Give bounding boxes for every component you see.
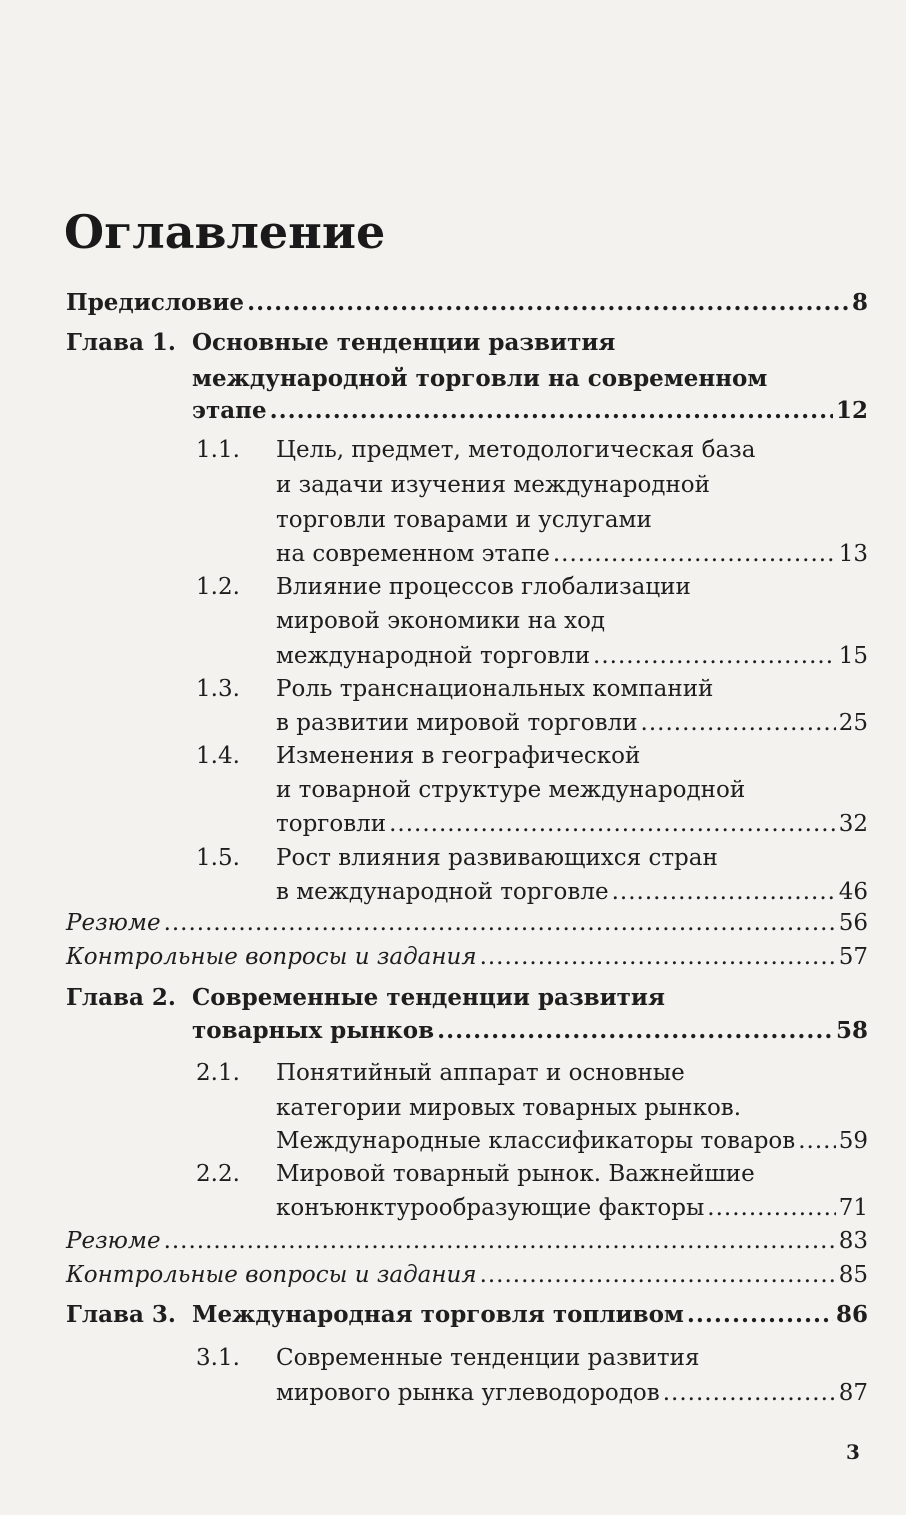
leader-dots — [663, 1376, 836, 1410]
section-title-line[interactable]: Роль транснациональных компаний — [276, 676, 714, 702]
toc-entry-label: конъюнктурообразующие факторы — [276, 1195, 705, 1221]
leader-dots — [707, 1191, 835, 1225]
toc-entry-label: Резюме — [66, 910, 161, 936]
leader-dots — [593, 639, 836, 673]
section-number: 1.3. — [196, 676, 240, 702]
toc-entry-section-1-3[interactable] — [276, 706, 868, 740]
toc-entry-section-1-2[interactable] — [276, 639, 868, 673]
section-title-line[interactable]: торговли товарами и услугами — [276, 507, 652, 533]
toc-entry-label: Контрольные вопросы и задания — [66, 1262, 477, 1288]
toc-entry-page: 71 — [838, 1195, 868, 1221]
section-number: 3.1. — [196, 1345, 240, 1371]
section-title-line[interactable]: и товарной структуре международной — [276, 777, 746, 803]
chapter-number: Глава 1. — [66, 329, 176, 356]
leader-dots — [270, 394, 833, 428]
toc-entry-questions-2[interactable] — [66, 1258, 868, 1292]
chapter-number: Глава 2. — [66, 984, 176, 1011]
toc-entry-page: 86 — [835, 1301, 868, 1328]
toc-entry-page: 13 — [838, 541, 868, 567]
section-number: 1.1. — [196, 437, 240, 463]
toc-entry-section-2-1[interactable] — [276, 1124, 868, 1158]
toc-entry-page: 46 — [838, 879, 868, 905]
toc-entry-label: товарных рынков — [192, 1017, 435, 1044]
toc-entry-page: 8 — [851, 289, 868, 316]
toc-entry-page: 58 — [835, 1017, 868, 1044]
section-title-line[interactable]: Влияние процессов глобализации — [276, 574, 691, 600]
toc-entry-section-1-4[interactable] — [276, 807, 868, 841]
leader-dots — [480, 940, 836, 974]
section-number: 2.1. — [196, 1060, 240, 1086]
toc-entry-page: 83 — [838, 1228, 868, 1254]
page-number: 3 — [846, 1440, 860, 1464]
chapter-number: Глава 3. — [66, 1301, 176, 1328]
leader-dots — [480, 1258, 836, 1292]
section-number: 1.4. — [196, 743, 240, 769]
leader-dots — [164, 906, 836, 940]
section-title-line[interactable]: Понятийный аппарат и основные — [276, 1060, 685, 1086]
toc-entry-chapter-2[interactable] — [192, 1014, 868, 1048]
toc-entry-label: этапе — [192, 397, 267, 424]
toc-entry-resume-1[interactable] — [66, 906, 868, 940]
show-through — [180, 46, 188, 74]
leader-dots — [389, 807, 836, 841]
toc-entry-label: Контрольные вопросы и задания — [66, 944, 477, 970]
leader-dots — [687, 1298, 833, 1332]
leader-dots — [641, 706, 836, 740]
toc-entry-label: в развитии мировой торговли — [276, 710, 638, 736]
toc-entry-page: 25 — [838, 710, 868, 736]
toc-entry-page: 59 — [838, 1128, 868, 1154]
toc-entry-label: Предисловие — [66, 289, 245, 316]
toc-entry-page: 57 — [838, 944, 868, 970]
toc-entry-page: 85 — [838, 1262, 868, 1288]
section-title-line[interactable]: мировой экономики на ход — [276, 608, 606, 634]
leader-dots — [437, 1014, 833, 1048]
leader-dots — [612, 875, 836, 909]
toc-entry-chapter-3[interactable] — [192, 1298, 868, 1332]
section-number: 2.2. — [196, 1161, 240, 1187]
toc-entry-preface[interactable] — [66, 286, 868, 320]
toc-entry-label: в международной торговле — [276, 879, 609, 905]
toc-entry-page: 87 — [838, 1380, 868, 1406]
section-title-line[interactable]: Цель, предмет, методологическая база — [276, 437, 756, 463]
leader-dots — [247, 286, 849, 320]
toc-entry-section-1-1[interactable] — [276, 537, 868, 571]
toc-entry-label: Резюме — [66, 1228, 161, 1254]
section-title-line[interactable]: Рост влияния развивающихся стран — [276, 845, 718, 871]
chapter-title-line[interactable]: международной торговли на современном — [192, 365, 768, 392]
leader-dots — [164, 1224, 836, 1258]
toc-entry-label: Международные классификаторы товаров — [276, 1128, 796, 1154]
toc-entry-questions-1[interactable] — [66, 940, 868, 974]
toc-entry-label: Международная торговля топливом — [192, 1301, 684, 1328]
toc-entry-page: 56 — [838, 910, 868, 936]
section-title-line[interactable]: и задачи изучения международной — [276, 472, 710, 498]
toc-entry-label: мирового рынка углеводородов — [276, 1380, 660, 1406]
toc-entry-chapter-1[interactable] — [192, 394, 868, 428]
toc-entry-label: на современном этапе — [276, 541, 550, 567]
toc-entry-page: 15 — [838, 643, 868, 669]
leader-dots — [553, 537, 836, 571]
toc-entry-page: 12 — [835, 397, 868, 424]
toc-entry-section-3-1[interactable] — [276, 1376, 868, 1410]
toc-entry-page: 32 — [838, 811, 868, 837]
page-title: Оглавление — [64, 205, 386, 259]
toc-entry-section-2-2[interactable] — [276, 1191, 868, 1225]
chapter-title-line[interactable]: Современные тенденции развития — [192, 984, 665, 1011]
toc-entry-label: международной торговли — [276, 643, 591, 669]
leader-dots — [798, 1124, 836, 1158]
section-title-line[interactable]: категории мировых товарных рынков. — [276, 1095, 742, 1121]
toc-entry-resume-2[interactable] — [66, 1224, 868, 1258]
toc-entry-section-1-5[interactable] — [276, 875, 868, 909]
section-title-line[interactable]: Мировой товарный рынок. Важнейшие — [276, 1161, 755, 1187]
chapter-title-line[interactable]: Основные тенденции развития — [192, 329, 616, 356]
section-title-line[interactable]: Современные тенденции развития — [276, 1345, 700, 1371]
section-number: 1.5. — [196, 845, 240, 871]
toc-entry-label: торговли — [276, 811, 387, 837]
section-title-line[interactable]: Изменения в географической — [276, 743, 641, 769]
section-number: 1.2. — [196, 574, 240, 600]
